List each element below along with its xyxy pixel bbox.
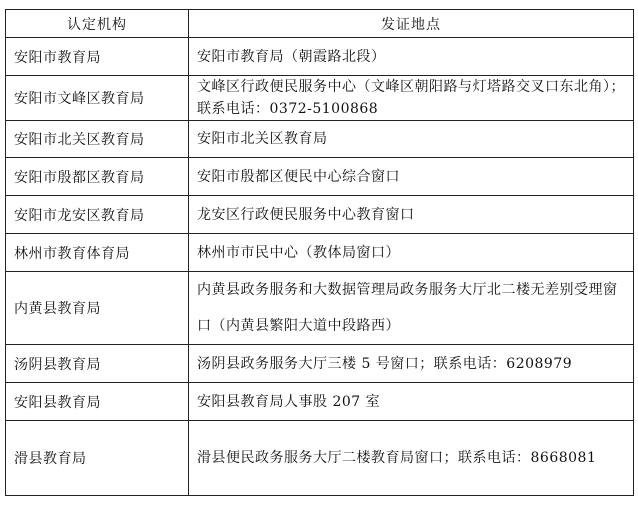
location-cell: 安阳县教育局人事股 207 室 (189, 383, 634, 421)
table-row (6, 345, 634, 383)
location-cell: 安阳市北关区教育局 (189, 121, 634, 158)
table-row (6, 158, 634, 196)
location-cell: 安阳市教育局（朝霞路北段） (189, 38, 634, 76)
table-header-row (6, 10, 634, 38)
agency-cell: 安阳市殷都区教育局 (6, 158, 189, 196)
location-cell: 文峰区行政便民服务中心（文峰区朝阳路与灯塔路交叉口东北角）；联系电话：0372-5100868 (189, 76, 634, 121)
agency-cell: 汤阴县教育局 (6, 345, 189, 383)
location-cell: 龙安区行政便民服务中心教育窗口 (189, 196, 634, 234)
agency-cell: 安阳市文峰区教育局 (6, 76, 189, 121)
issuing-locations-table (5, 9, 634, 496)
agency-cell: 林州市教育体育局 (6, 234, 189, 272)
header-agency: 认定机构 (6, 10, 189, 38)
table-row (6, 76, 634, 121)
location-cell: 滑县便民政务服务大厅二楼教育局窗口；联系电话：8668081 (189, 421, 634, 496)
location-cell: 汤阴县政务服务大厅三楼 5 号窗口；联系电话：6208979 (189, 345, 634, 383)
agency-cell: 安阳市龙安区教育局 (6, 196, 189, 234)
table-row (6, 38, 634, 76)
header-location: 发证地点 (189, 10, 634, 38)
location-cell: 林州市市民中心（教体局窗口） (189, 234, 634, 272)
location-cell: 安阳市殷都区便民中心综合窗口 (189, 158, 634, 196)
agency-cell: 内黄县教育局 (6, 272, 189, 345)
table-row (6, 272, 634, 345)
agency-cell: 滑县教育局 (6, 421, 189, 496)
agency-cell: 安阳市北关区教育局 (6, 121, 189, 158)
table-row (6, 121, 634, 158)
location-cell: 内黄县政务服务和大数据管理局政务服务大厅北二楼无差别受理窗口（内黄县繁阳大道中段路西） (189, 272, 634, 345)
agency-cell: 安阳市教育局 (6, 38, 189, 76)
table-row (6, 421, 634, 496)
issuing-locations-table-wrapper (5, 9, 634, 496)
table-row (6, 196, 634, 234)
agency-cell: 安阳县教育局 (6, 383, 189, 421)
table-row (6, 234, 634, 272)
table-row (6, 383, 634, 421)
